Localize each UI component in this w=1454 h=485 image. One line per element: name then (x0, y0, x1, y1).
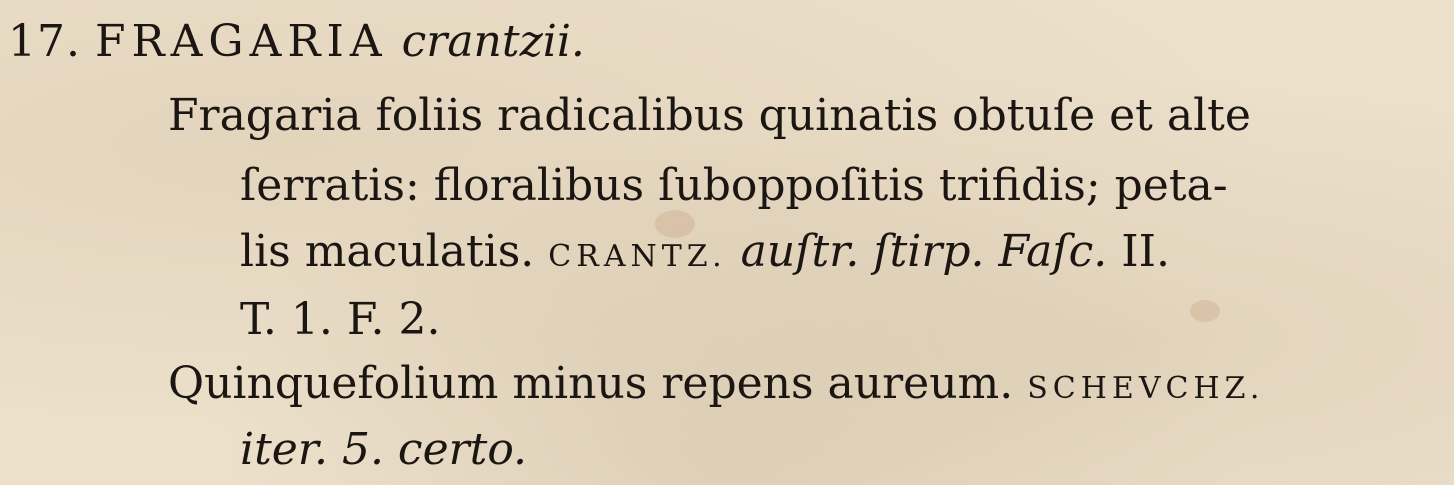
species-name: crantzii. (401, 16, 585, 67)
synonym-text: Quinquefolium minus repens aureum. (168, 358, 1014, 409)
entry-number: 17. (8, 16, 81, 67)
description-line-3 (240, 226, 1170, 277)
entry-heading (8, 16, 585, 67)
synonym-line-1 (168, 358, 1265, 409)
description-text: lis maculatis. (240, 226, 535, 277)
description-line-4: T. 1. F. 2. (240, 294, 441, 345)
author-crantz: CRANTZ. (548, 239, 727, 274)
description-line-2: ſerratis: floralibus ſuboppoſitis trifidis; peta- (240, 160, 1228, 211)
synonym-line-2: iter. 5. certo. (240, 424, 528, 475)
author-scheuchzer: SCHEVCHZ. (1027, 371, 1265, 406)
genus-name: FRAGARIA (94, 16, 388, 67)
reference-volume: II. (1121, 226, 1170, 277)
paper-stain (1190, 300, 1220, 322)
reference-title: auſtr. ſtirp. Faſc. (740, 226, 1108, 277)
description-line-1: Fragaria foliis radicalibus quinatis obtuſe et alte (168, 90, 1251, 141)
